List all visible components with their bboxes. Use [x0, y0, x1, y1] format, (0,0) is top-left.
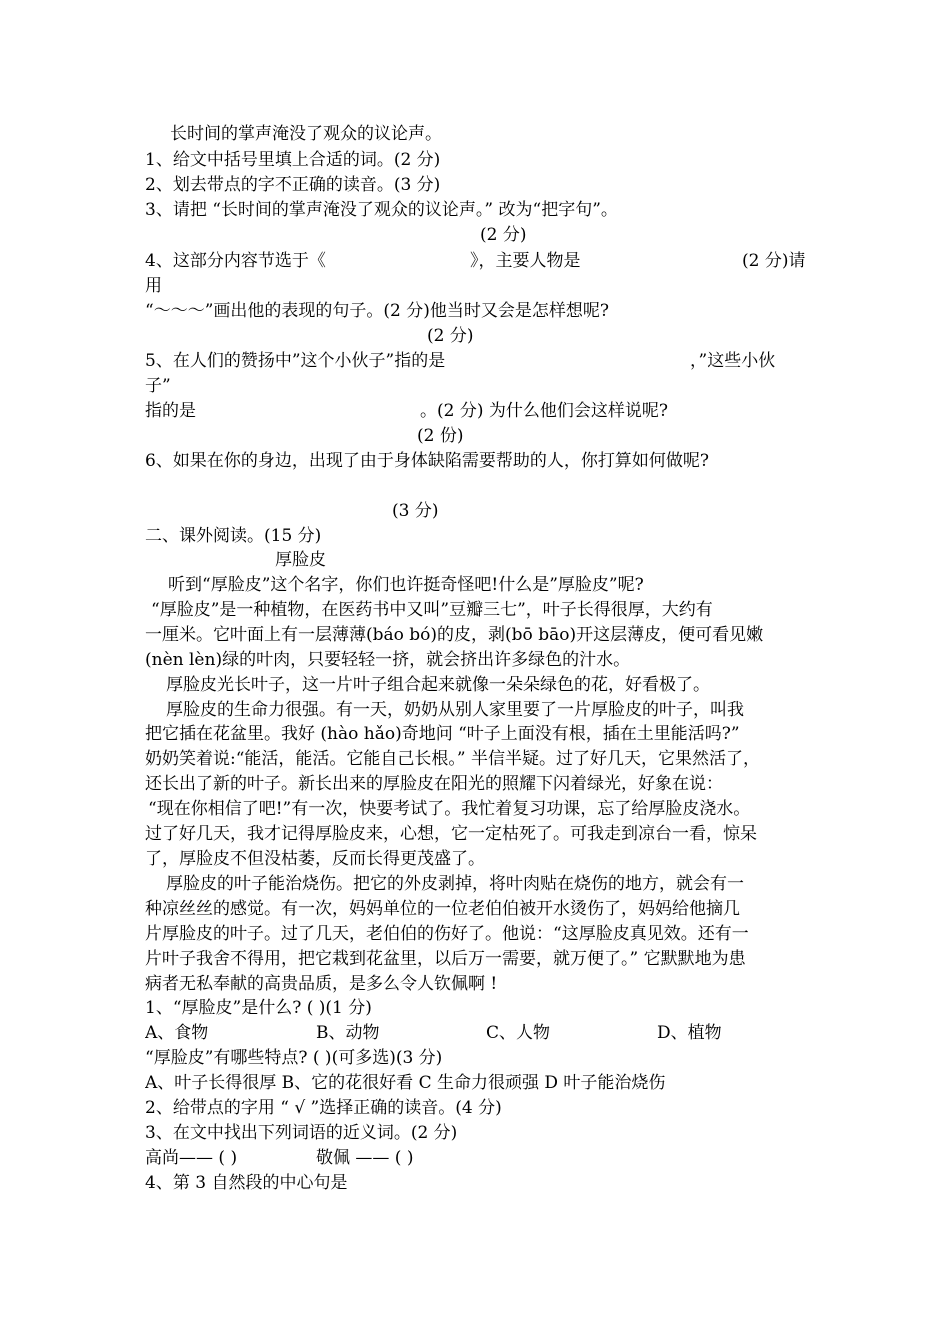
article-text: 厚脸皮的叶子能治烧伤。把它的外皮剥掉，将叶肉贴在烧伤的地方，就会有一: [166, 874, 744, 894]
article-text: 把它插在花盆里。我好 (hào hǎo)奇地问 “叶子上面没有根，插在土里能活吗?”: [145, 724, 740, 744]
question-text: 子”: [145, 376, 171, 396]
score-note: [145, 499, 810, 523]
question-text: “～～～”画出他的表现的句子。(2 分)他当时又会是怎样想呢?: [145, 301, 609, 321]
question-3: [145, 198, 810, 222]
question-text: 。(2 分) 为什么他们会这样说呢?: [420, 401, 669, 421]
article-paragraph-3: [145, 673, 810, 697]
score-text: (2 分): [427, 326, 474, 346]
synonym-item: 高尚—— ( ): [145, 1148, 238, 1168]
question-text: 1、给文中括号里填上合适的词。(2 分): [145, 150, 441, 170]
article-text: 病者无私奉献的高贵品质，是多么令人钦佩啊 !: [145, 974, 498, 994]
question-4-wrap: [145, 274, 810, 298]
article-text: “现在你相信了吧!”有一次，快要考试了。我忙着复习功课，忘了给厚脸皮浇水。: [148, 799, 751, 819]
article-line: [145, 897, 810, 921]
article-text: 过了好几天，我才记得厚脸皮来，心想，它一定枯死了。可我走到凉台一看，惊呆: [145, 824, 757, 844]
question-text: 3、在文中找出下列词语的近义词。(2 分): [145, 1123, 458, 1143]
article-line: [145, 648, 810, 672]
article-paragraph-1: [145, 573, 810, 597]
question-text: 5、在人们的赞扬中”这个小伙子”指的是: [145, 351, 446, 371]
question-1: [145, 148, 810, 172]
article-paragraph-5: [145, 872, 810, 896]
reading-question-1b-options: [145, 1071, 810, 1095]
question-text: “厚脸皮”有哪些特点? ( )(可多选)(3 分): [145, 1048, 443, 1068]
question-text: (2 分)请: [742, 251, 806, 271]
article-text: 听到“厚脸皮”这个名字，你们也许挺奇怪吧!什么是”厚脸皮”呢?: [168, 575, 644, 595]
article-text: 片厚脸皮的叶子。过了几天，老伯伯的伤好了。他说：“这厚脸皮真见效。还有一: [145, 924, 749, 944]
article-text: 厚脸皮光长叶子，这一片叶子组合起来就像一朵朵绿色的花，好看极了。: [166, 675, 710, 695]
question-text: 2、划去带点的字不正确的读音。(3 分): [145, 175, 441, 195]
option-a: A、食物: [145, 1023, 209, 1043]
synonym-item: 敬佩 —— ( ): [316, 1148, 414, 1168]
article-text: 厚脸皮的生命力很强。有一天，奶奶从别人家里要了一片厚脸皮的叶子，叫我: [166, 700, 744, 720]
article-line: [145, 623, 810, 647]
article-text: 一厘米。它叶面上有一层薄薄(báo bó)的皮，剥(bō bāo)开这层薄皮，便可看见嫩: [145, 625, 764, 645]
reading-question-1b: [145, 1046, 810, 1070]
article-line: [145, 922, 810, 946]
passage-text: 长时间的掌声淹没了观众的议论声。: [170, 124, 442, 144]
section-heading: [145, 524, 810, 548]
question-6: [145, 449, 810, 473]
article-line: [145, 722, 810, 746]
score-text: (3 分): [392, 501, 439, 521]
question-text: 》，主要人物是: [470, 251, 581, 271]
question-4: [145, 249, 810, 273]
article-text: 种凉丝丝的感觉。有一次，妈妈单位的一位老伯伯被开水烫伤了，妈妈给他摘几: [145, 899, 740, 919]
article-text: 奶奶笑着说:“能活，能活。它能自己长根。” 半信半疑。过了好几天，它果然活了，: [145, 749, 761, 769]
article-line: [145, 947, 810, 971]
article-line: [145, 772, 810, 796]
article-paragraph-2: [145, 598, 810, 622]
article-text: 还长出了新的叶子。新长出来的厚脸皮在阳光的照耀下闪着绿光，好象在说：: [145, 774, 723, 794]
score-text: (2 份): [417, 426, 464, 446]
reading-question-3: [145, 1121, 810, 1145]
option-b: B、动物: [316, 1023, 380, 1043]
article-line: [145, 847, 810, 871]
reading-question-1-options: [145, 1021, 810, 1045]
option-text: A、叶子长得很厚 B、它的花很好看 C 生命力很顽强 D 叶子能治烧伤: [145, 1073, 666, 1093]
question-text: 指的是: [145, 401, 196, 421]
question-text: 6、如果在你的身边，出现了由于身体缺陷需要帮助的人，你打算如何做呢?: [145, 451, 709, 471]
article-line: [145, 822, 810, 846]
question-2: [145, 173, 810, 197]
question-5-line2: [145, 399, 810, 423]
passage-closing-line: [145, 122, 810, 146]
question-text: ，”这些小伙: [690, 351, 776, 371]
article-title: [145, 548, 810, 572]
reading-question-1: [145, 996, 810, 1020]
score-text: (2 分): [480, 225, 527, 245]
reading-question-4: [145, 1171, 810, 1195]
article-text: 了，厚脸皮不但没枯萎，反而长得更茂盛了。: [145, 849, 485, 869]
question-5: [145, 349, 810, 373]
article-line: [145, 972, 810, 996]
article-paragraph-4: [145, 698, 810, 722]
question-text: 4、这部分内容节选于《: [145, 251, 326, 271]
question-text: 3、请把 “长时间的掌声淹没了观众的议论声。” 改为“把字句”。: [145, 200, 618, 220]
question-text: 4、第 3 自然段的中心句是: [145, 1173, 348, 1193]
section-title: 二、课外阅读。(15 分): [145, 526, 322, 546]
article-text: 片叶子我舍不得用，把它栽到花盆里，以后万一需要，就万便了。” 它默默地为患: [145, 949, 746, 969]
option-c: C、人物: [486, 1023, 551, 1043]
option-d: D、植物: [657, 1023, 722, 1043]
article-text: (nèn lèn)绿的叶肉，只要轻轻一挤，就会挤出许多绿色的汁水。: [145, 650, 631, 670]
question-text: 1、“厚脸皮”是什么? ( )(1 分): [145, 998, 372, 1018]
synonym-answers: [145, 1146, 810, 1170]
reading-question-2: [145, 1096, 810, 1120]
question-text: 用: [145, 276, 162, 296]
score-note: [145, 424, 810, 448]
question-5-wrap: [145, 374, 810, 398]
article-line: [145, 797, 810, 821]
article-line: [145, 747, 810, 771]
article-text: “厚脸皮”是一种植物，在医药书中又叫”豆瓣三七”，叶子长得很厚，大约有: [151, 600, 713, 620]
score-note: [145, 324, 810, 348]
score-note: [145, 223, 810, 247]
question-4-line2: [145, 299, 810, 323]
question-text: 2、给带点的字用 “ √ ”选择正确的读音。(4 分): [145, 1098, 502, 1118]
article-title-text: 厚脸皮: [275, 550, 326, 570]
